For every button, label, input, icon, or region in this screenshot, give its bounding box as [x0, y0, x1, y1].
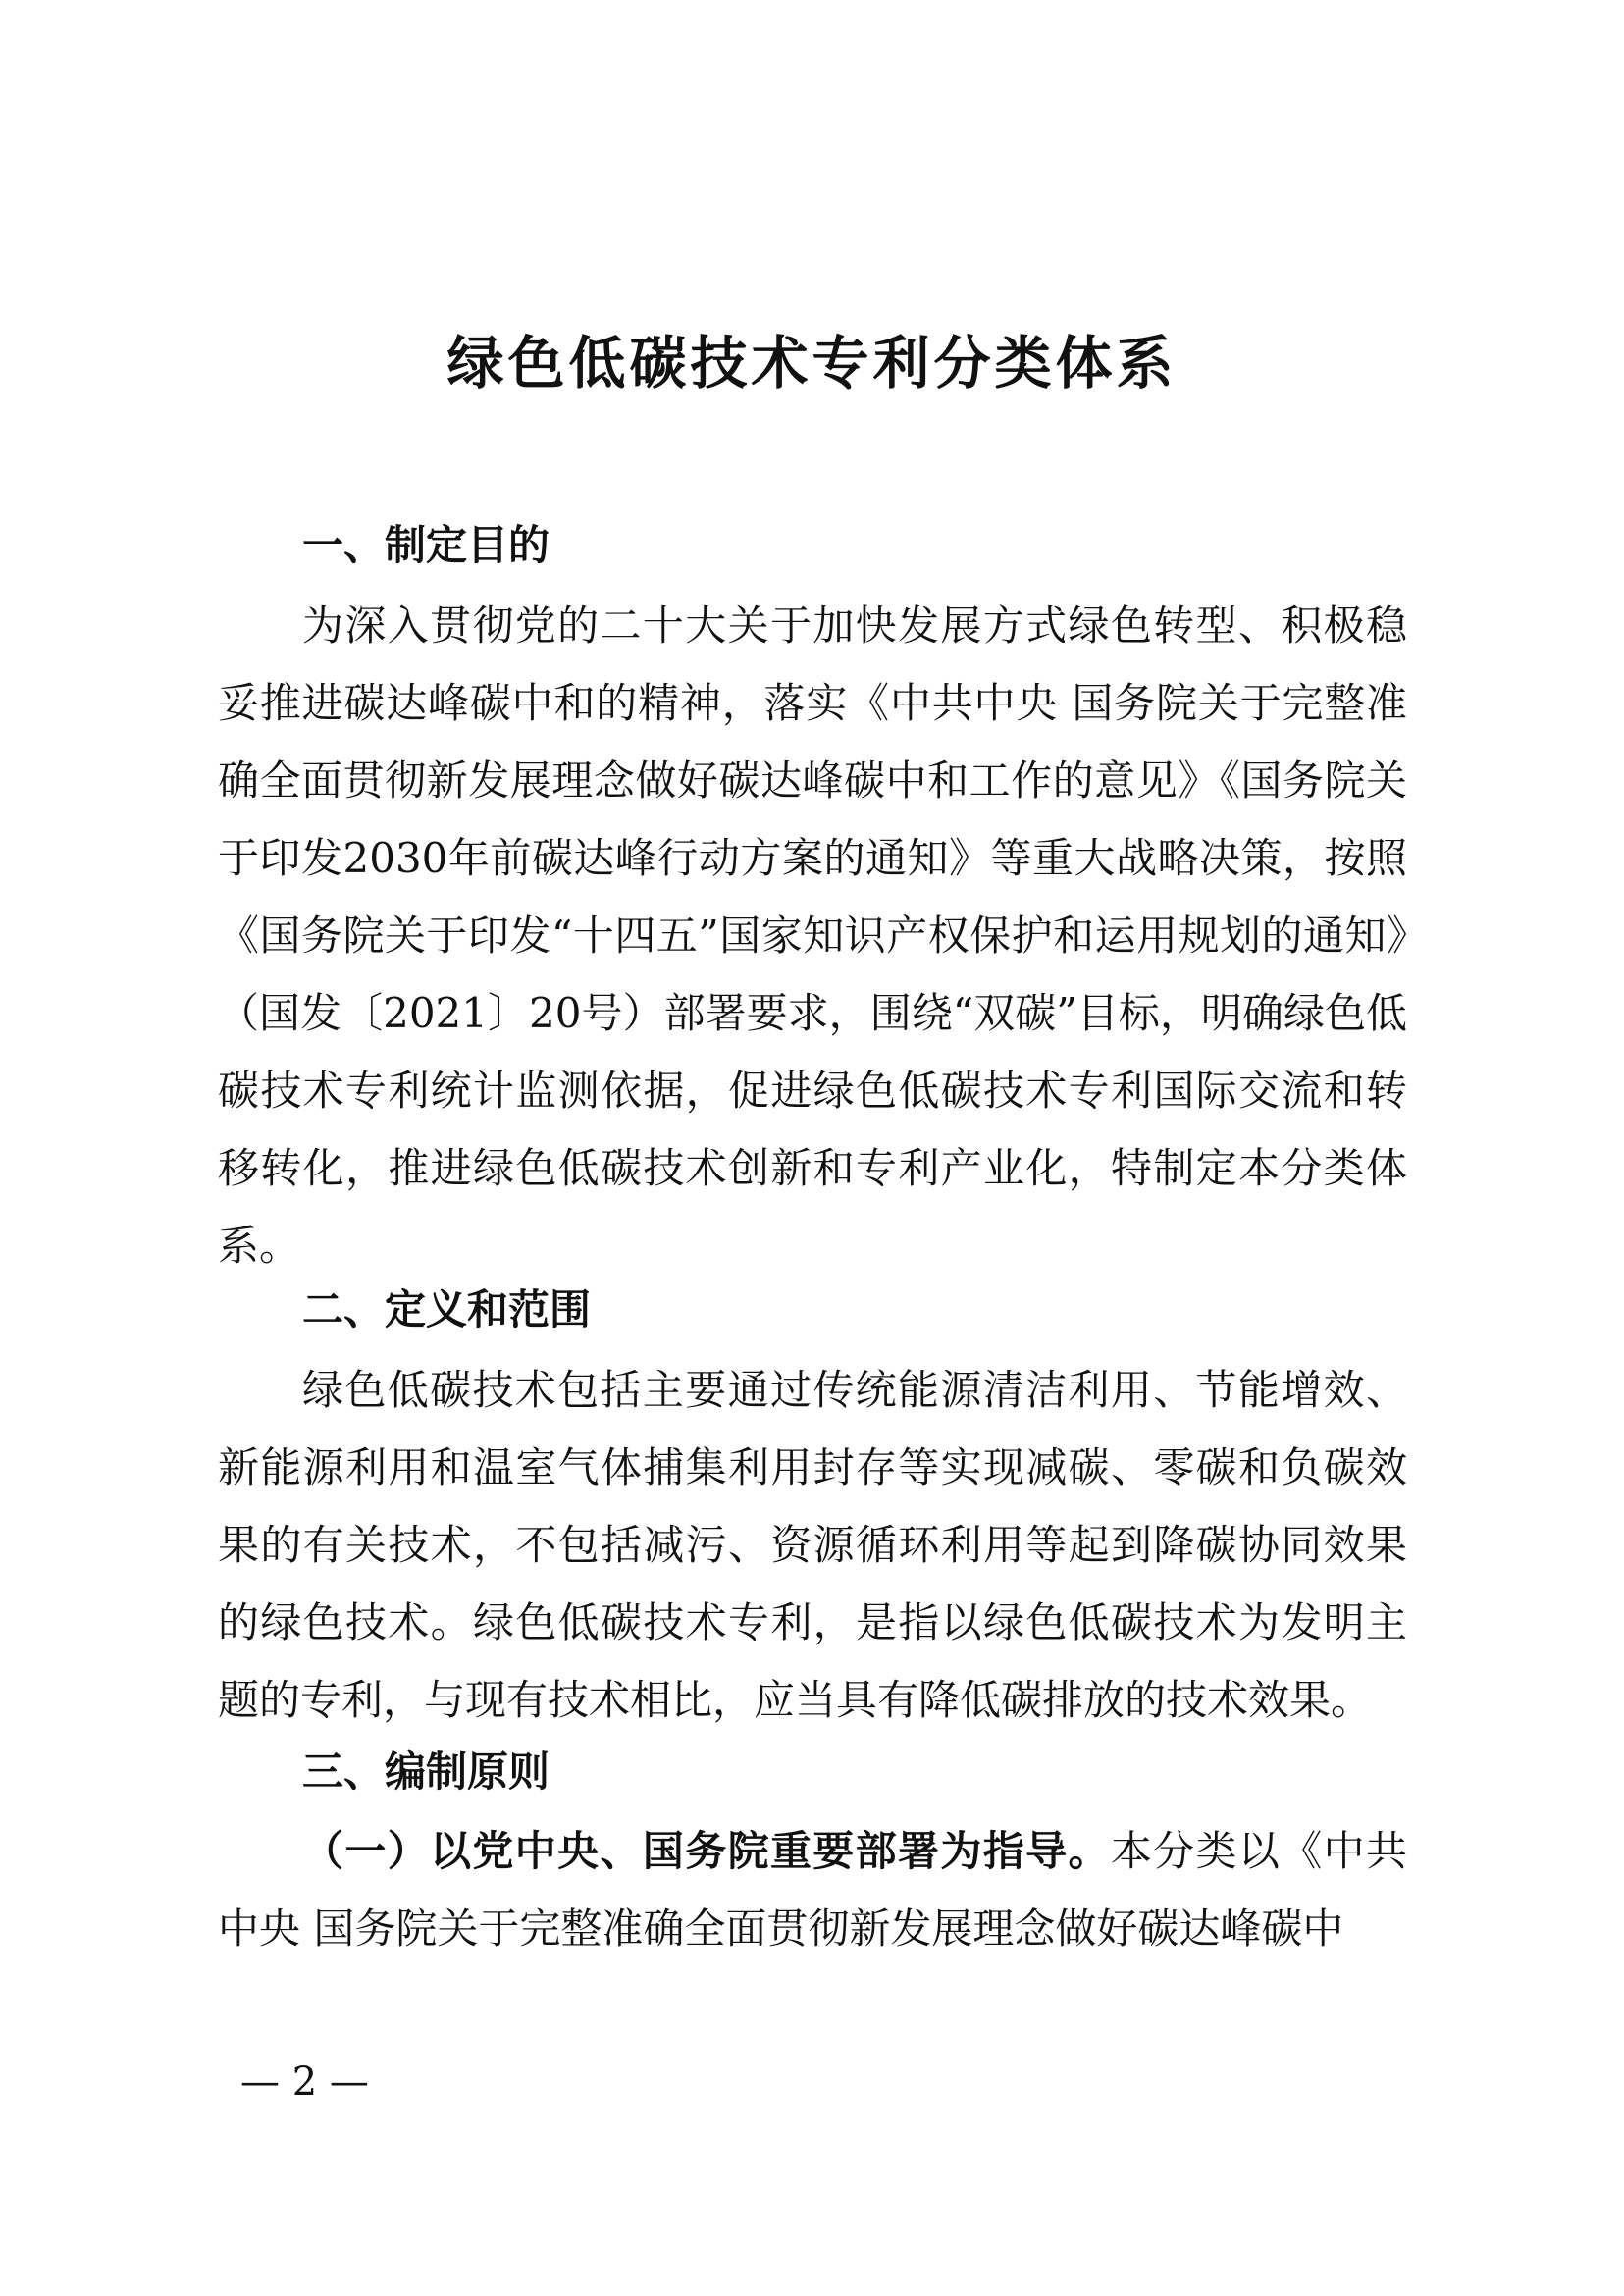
principle-one-text: 本分类以《中共中央 国务院关于完整准确全面贯彻新发展理念做好碳达峰碳中 [218, 1827, 1407, 1953]
section-heading-definition: 二、定义和范围 [302, 1285, 592, 1333]
section-heading-principles: 三、编制原则 [302, 1748, 550, 1796]
section-heading-purpose: 一、制定目的 [302, 521, 550, 569]
paragraph-purpose: 为深入贯彻党的二十大关于加快发展方式绿色转型、积极稳妥推进碳达峰碳中和的精神，落实《中共中央 国务院关于完整准确全面贯彻新发展理念做好碳达峰碳中和工作的意见》《国务院关于印发2030年前碳达峰行动方案的通知》等重大战略决策，按照《国务院关于印发“十四五”国家知识产权保护和运用规划的通知》（国发〔2021〕20号）部署要求，围绕“双碳”目标，明确绿色低碳技术专利统计监测依据，促进绿色低碳技术专利国际交流和转移转化，推进绿色低碳技术创新和专利产业化，特制定本分类体系。 [218, 601, 1407, 1270]
principle-one-heading: （一）以党中央、国务院重要部署为指导。 [302, 1827, 1111, 1875]
paragraph-principles [218, 1812, 1407, 1967]
page-title: 绿色低碳技术专利分类体系 [446, 330, 1178, 396]
page-number: — 2 — [240, 2060, 369, 2105]
paragraph-definition: 绿色低碳技术包括主要通过传统能源清洁利用、节能增效、新能源利用和温室气体捕集利用封存等实现减碳、零碳和负碳效果的有关技术，不包括减污、资源循环利用等起到降碳协同效果的绿色技术。绿色低碳技术专利，是指以绿色低碳技术为发明主题的专利，与现有技术相比，应当具有降低碳排放的技术效果。 [218, 1366, 1407, 1724]
